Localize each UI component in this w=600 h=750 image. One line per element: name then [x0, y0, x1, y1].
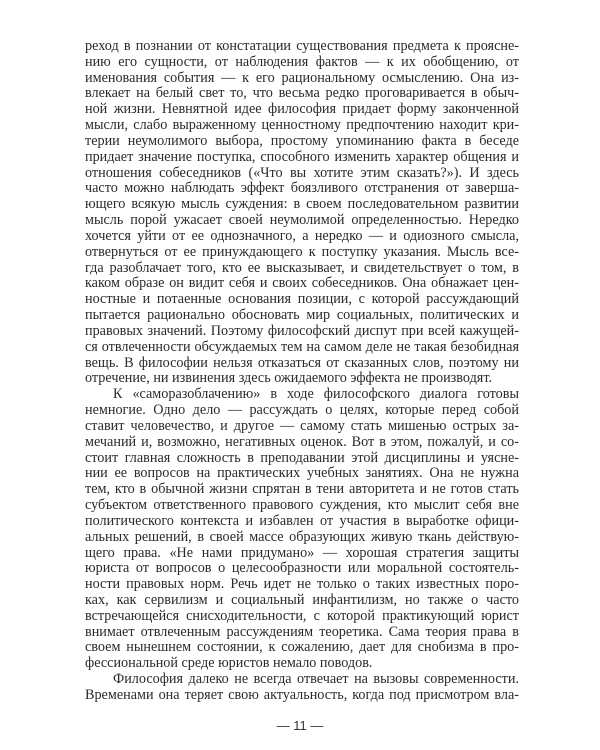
text-line: альных решений, в своей массе образующих живую ткань действую- [85, 528, 519, 545]
text-line: отречение, ни извинения здесь ожидаемого эффекта не производят. [85, 370, 493, 387]
text-line: ности правовых норм. Речь идет не только о таких известных поро- [85, 576, 519, 593]
paragraph [85, 39, 519, 387]
text-line: ставит человечество, и другое — самому стать мишенью острых за- [85, 417, 519, 434]
text-line: мысль порой ужасает своей неумолимой определенностью. Нередко [85, 212, 519, 229]
page-body [85, 39, 519, 704]
text-line: мечаний и, возможно, негативных оценок. Вот в этом, пожалуй, и со- [85, 433, 519, 450]
text-line: отвернуться от ее принуждающего к поступку указания. Мысль все- [85, 243, 519, 260]
text-line: пытается рационально обосновать мир социальных, политических и [85, 307, 519, 324]
text-line: Философия далеко не всегда отвечает на вызовы современности. [113, 671, 519, 688]
text-line: встречающейся снисходительности, с которой практикующий юрист [85, 607, 519, 624]
text-line: нию его сущности, от наблюдения фактов — к их обобщению, от [85, 53, 519, 70]
text-line: влекает на белый свет то, что весьма редко проговаривается в обыч- [85, 85, 519, 102]
text-line: субъектом ответственного правового суждения, кто мыслит себя вне [85, 497, 519, 514]
text-line: нии ее вопросов на практических учебных занятиях. Она не нужна [85, 465, 519, 482]
text-line: щего права. «Не нами придумано» — хорошая стратегия защиты [85, 544, 519, 561]
paragraph [85, 387, 519, 672]
text-line: немногие. Одно дело — рассуждать о целях, которые перед собой [85, 402, 519, 419]
text-line: ся отвлеченности обсуждаемых тем на самом деле не такая безобидная [85, 338, 519, 355]
text-line: Временами она теряет свою актуальность, когда под присмотром вла- [85, 686, 519, 703]
text-line: политического контекста и избавлен от участия в выработке офици- [85, 512, 519, 529]
text-line: К «саморазоблачению» в ходе философского диалога готовы [113, 386, 519, 403]
paragraph [85, 672, 519, 704]
text-line: своем нынешнем состоянии, к сожалению, дает для снобизма в про- [85, 639, 519, 656]
text-line: отношения собеседников («Что вы хотите этим сказать?»). И здесь [85, 164, 519, 181]
text-line: вещь. В философии нельзя отказаться от сказанных слов, поэтому ни [85, 354, 519, 371]
text-line: внимает отвлеченным рассуждениям теоретика. Сама теория права в [85, 623, 519, 640]
text-line: именования события — к его рациональному осмыслению. Она из- [85, 69, 519, 86]
text-line: хочется уйти от ее однозначного, а нередко — и одиозного смысла, [85, 227, 519, 244]
text-line: правовых значений. Поэтому философский диспут при всей кажущей- [85, 322, 519, 339]
text-line: ках, как сервилизм и социальный инфантилизм, но также о часто [85, 591, 519, 608]
text-line: тем, кто в обычной жизни спрятан в тени авторитета и не готов стать [85, 481, 519, 498]
text-line: придает значение поступка, способного изменить характер общения и [85, 148, 519, 165]
text-line: юриста от вопросов о целесообразности или моральной состоятель- [85, 560, 519, 577]
text-line: ющего всякую мысль суждения: в своем последовательном развитии [85, 196, 519, 213]
text-line: ностные и потаенные основания позиции, с которой рассуждающий [85, 291, 519, 308]
text-line: фессиональной среде юристов немало поводов. [85, 655, 373, 672]
text-line: часто можно наблюдать эффект боязливого отстранения от заверша- [85, 180, 519, 197]
page-number: — 11 — [276, 718, 324, 733]
text-line: стоит главная сложность в преподавании этой дисциплины и уясне- [85, 449, 519, 466]
text-line: гда разоблачает того, кто ее высказывает, и свидетельствует о том, в [85, 259, 519, 276]
text-line: мысли, слабо выраженному ценностному предпочтению находит кри- [85, 117, 519, 134]
text-line: реход в познании от констатации существования предмета к проясне- [85, 38, 519, 54]
text-line: терии неумолимого выбора, простому упоминанию факта в беседе [85, 132, 519, 149]
text-line: ной жизни. Невнятной идее философия придает форму законченной [85, 101, 519, 118]
text-line: каком образе он видит себя и своих собеседников. Она обнажает цен- [85, 275, 519, 292]
